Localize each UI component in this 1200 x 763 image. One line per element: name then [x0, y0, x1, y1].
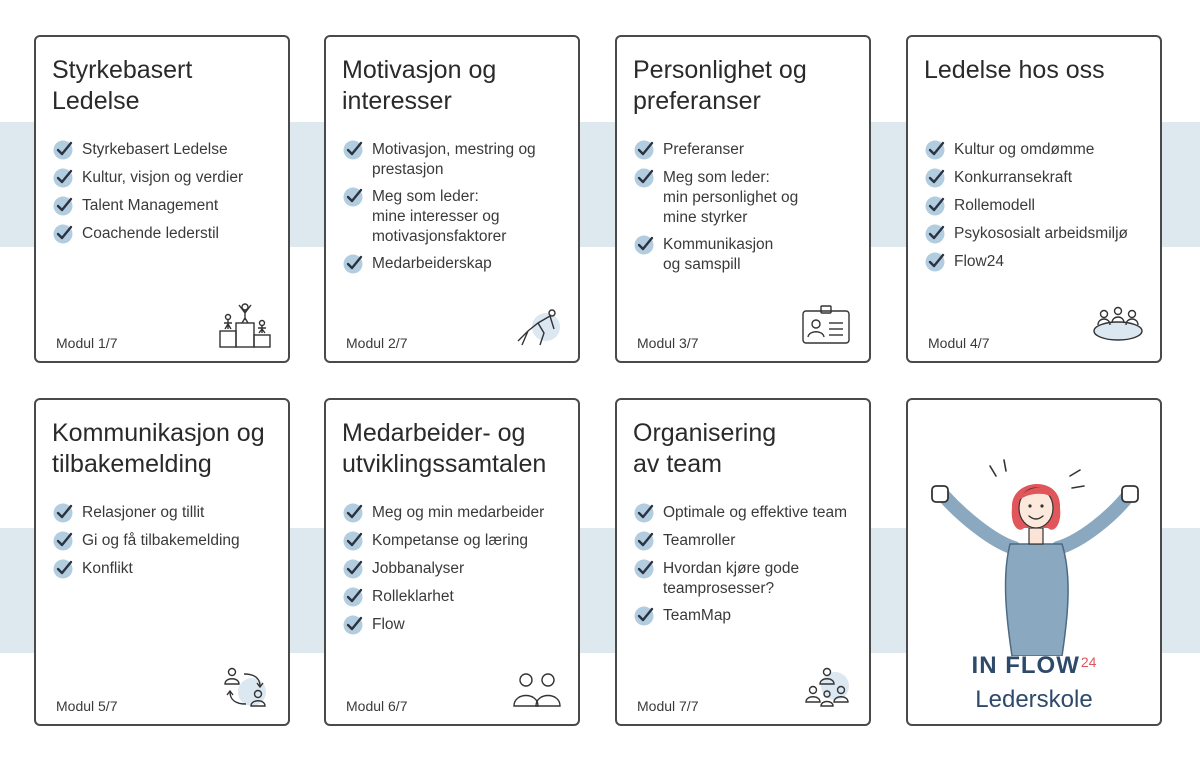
topic-item [924, 140, 1152, 161]
checkmark-icon [633, 139, 655, 161]
topic-label: Relasjoner og tillit [82, 504, 205, 521]
checkmark-icon [924, 223, 946, 245]
topic-label: Hvordan kjøre gode teamprosesser? [663, 560, 800, 597]
topic-item [342, 587, 570, 608]
id-card-icon [799, 301, 855, 349]
topic-item [342, 615, 570, 636]
module-title: Personlighet og preferanser [633, 56, 807, 115]
topic-item [633, 140, 861, 161]
topic-item [52, 503, 280, 524]
topic-item [342, 531, 570, 552]
topic-label: Kultur, visjon og verdier [82, 169, 244, 186]
topic-label: Talent Management [82, 197, 219, 214]
topic-item [924, 196, 1152, 217]
topic-label: Motivasjon, mestring og prestasjon [372, 141, 536, 178]
checkmark-icon [342, 186, 364, 208]
topic-item [52, 224, 280, 245]
checkmark-icon [924, 167, 946, 189]
module-number: Modul 6/7 [346, 698, 408, 714]
module-card [324, 398, 580, 726]
topic-label: Rolleklarhet [372, 588, 454, 605]
topic-item [633, 531, 861, 552]
checkmark-icon [924, 195, 946, 217]
brand-subtitle: Lederskole [975, 686, 1093, 713]
topic-list [52, 503, 280, 587]
topic-item [342, 503, 570, 524]
cheering-woman-illustration [922, 456, 1148, 656]
topic-item [633, 168, 861, 228]
topic-label: Konflikt [82, 560, 133, 577]
podium-icon [218, 301, 274, 349]
topic-list [52, 140, 280, 252]
topic-list [924, 140, 1152, 280]
topic-list [633, 503, 861, 634]
checkmark-icon [52, 223, 74, 245]
topic-item [924, 252, 1152, 273]
checkmark-icon [342, 586, 364, 608]
topic-item [633, 503, 861, 524]
topic-label: Jobbanalyser [372, 560, 465, 577]
topic-label: Optimale og effektive team [663, 504, 848, 521]
topic-label: Styrkebasert Ledelse [82, 141, 228, 158]
topic-label: Psykososialt arbeidsmiljø [954, 225, 1128, 242]
topic-item [342, 140, 570, 180]
checkmark-icon [342, 614, 364, 636]
module-number: Modul 2/7 [346, 335, 408, 351]
topic-item [633, 559, 861, 599]
module-title: Ledelse hos oss [924, 56, 1105, 84]
brand-logo-sup: 24 [1080, 653, 1097, 670]
topic-item [342, 254, 570, 275]
topic-list [342, 140, 570, 282]
topic-label: Teamroller [663, 532, 736, 549]
two-people-icon [508, 664, 564, 712]
exchange-people-icon [218, 664, 274, 712]
module-number: Modul 3/7 [637, 335, 699, 351]
checkmark-icon [52, 139, 74, 161]
module-title: Organisering av team [633, 419, 777, 478]
checkmark-icon [633, 234, 655, 256]
checkmark-icon [342, 139, 364, 161]
team-group-icon [799, 664, 855, 712]
module-card [615, 398, 871, 726]
checkmark-icon [52, 167, 74, 189]
topic-item [633, 235, 861, 275]
topic-label: Rollemodell [954, 197, 1035, 214]
checkmark-icon [342, 253, 364, 275]
checkmark-icon [924, 139, 946, 161]
module-title: Medarbeider- og utviklingssamtalen [342, 419, 547, 478]
module-title: Styrkebasert Ledelse [52, 56, 193, 115]
topic-label: TeamMap [663, 607, 732, 624]
topic-label: Kommunikasjon og samspill [663, 236, 774, 273]
checkmark-icon [633, 605, 655, 627]
module-card [34, 398, 290, 726]
checkmark-icon [52, 558, 74, 580]
topic-label: Konkurransekraft [954, 169, 1073, 186]
topic-list [342, 503, 570, 643]
topic-label: Flow [372, 616, 405, 633]
topic-label: Kultur og omdømme [954, 141, 1095, 158]
topic-item [52, 531, 280, 552]
module-title: Kommunikasjon og tilbakemelding [52, 419, 265, 478]
checkmark-icon [52, 502, 74, 524]
module-title: Motivasjon og interesser [342, 56, 497, 115]
topic-label: Kompetanse og læring [372, 532, 528, 549]
topic-label: Meg og min medarbeider [372, 504, 545, 521]
module-card [615, 35, 871, 363]
topic-label: Meg som leder: min personlighet og mine styrker [663, 169, 799, 226]
topic-item [52, 559, 280, 580]
checkmark-icon [633, 502, 655, 524]
module-number: Modul 1/7 [56, 335, 118, 351]
checkmark-icon [924, 251, 946, 273]
brand-card [906, 398, 1162, 726]
topic-item [924, 168, 1152, 189]
checkmark-icon [633, 167, 655, 189]
module-number: Modul 4/7 [928, 335, 990, 351]
runner-start-icon [508, 301, 564, 349]
checkmark-icon [342, 502, 364, 524]
module-number: Modul 7/7 [637, 698, 699, 714]
topic-label: Flow24 [954, 253, 1004, 270]
module-card [324, 35, 580, 363]
topic-item [924, 224, 1152, 245]
checkmark-icon [633, 558, 655, 580]
topic-label: Gi og få tilbakemelding [82, 532, 240, 549]
meeting-table-icon [1090, 301, 1146, 349]
module-card [34, 35, 290, 363]
topic-item [633, 606, 861, 627]
topic-item [52, 168, 280, 189]
checkmark-icon [342, 530, 364, 552]
checkmark-icon [633, 530, 655, 552]
topic-label: Preferanser [663, 141, 744, 158]
checkmark-icon [52, 530, 74, 552]
topic-item [342, 187, 570, 247]
brand-logo-text: IN FLOW [971, 652, 1080, 679]
topic-item [52, 196, 280, 217]
module-card [906, 35, 1162, 363]
brand-logo [908, 652, 1160, 680]
topic-label: Medarbeiderskap [372, 255, 492, 272]
topic-list [633, 140, 861, 282]
checkmark-icon [342, 558, 364, 580]
topic-item [342, 559, 570, 580]
topic-item [52, 140, 280, 161]
topic-label: Coachende lederstil [82, 225, 220, 242]
topic-label: Meg som leder: mine interesser og motivasjonsfaktorer [372, 188, 507, 245]
checkmark-icon [52, 195, 74, 217]
module-number: Modul 5/7 [56, 698, 118, 714]
